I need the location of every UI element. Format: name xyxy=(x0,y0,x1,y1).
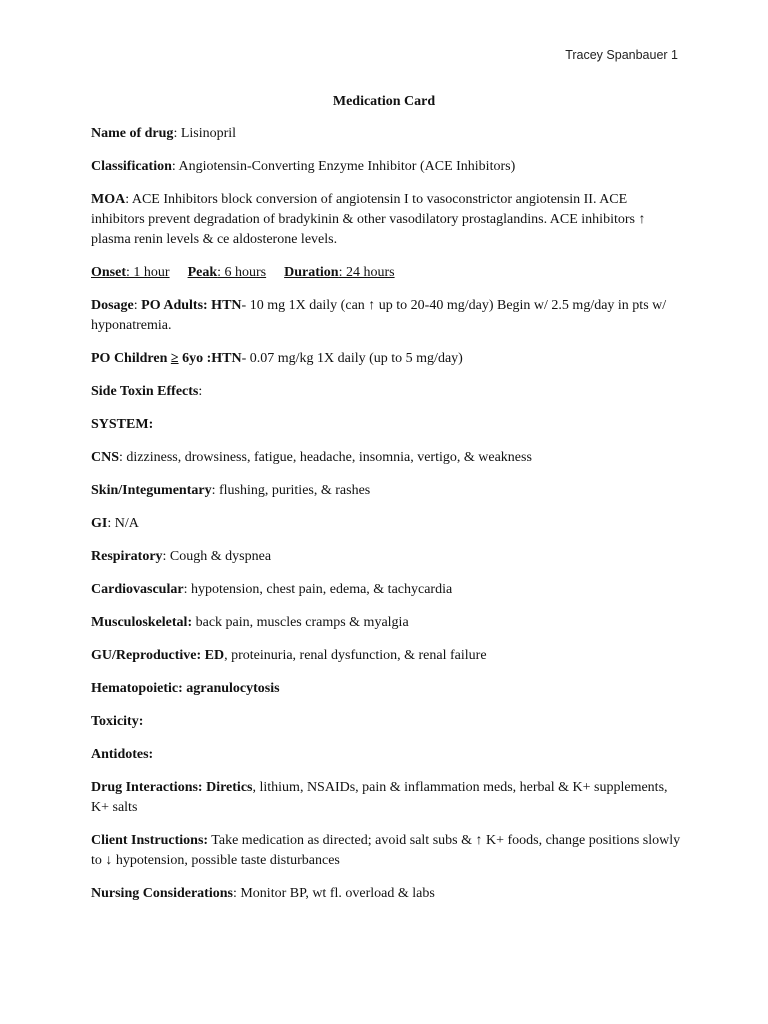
gi-label: GI xyxy=(91,516,108,531)
musculoskeletal-label: Musculoskeletal: xyxy=(91,615,193,630)
skin-value: : flushing, purities, & rashes xyxy=(211,483,371,498)
drug-interactions-label: Drug Interactions: Diretics xyxy=(91,780,253,795)
gu-value: , proteinuria, renal dysfunction, & renal failure xyxy=(224,648,487,663)
peak-value: : 6 hours xyxy=(217,265,267,280)
toxicity-label: Toxicity: xyxy=(91,714,144,729)
onset-line xyxy=(91,263,681,283)
classification-label: Classification xyxy=(91,159,172,174)
drug-interactions-value: , lithium, NSAIDs, pain & inflammation meds, herbal & K+ supplements, K+ salts xyxy=(91,780,668,815)
hematopoietic-label: Hematopoietic: agranulocytosis xyxy=(91,681,280,696)
cardiovascular-value: : hypotension, chest pain, edema, & tachycardia xyxy=(183,582,453,597)
hematopoietic-line xyxy=(91,679,681,699)
nursing-considerations-value: : Monitor BP, wt fl. overload & labs xyxy=(232,886,435,901)
nursing-considerations-line xyxy=(91,884,681,904)
children-label-age: 6yo :HTN xyxy=(178,351,242,366)
children-dosage-line xyxy=(91,349,681,369)
classification-line xyxy=(91,157,681,177)
client-instructions-paragraph xyxy=(91,831,681,871)
respiratory-line xyxy=(91,547,681,567)
cardiovascular-line xyxy=(91,580,681,600)
peak-label: Peak xyxy=(187,265,218,280)
children-label-ge: ≥ xyxy=(170,351,179,366)
side-effects-label: Side Toxin Effects xyxy=(91,384,199,399)
system-heading xyxy=(91,415,681,435)
children-label-prefix: PO Children xyxy=(91,351,171,366)
drug-name-label: Name of drug xyxy=(91,126,174,141)
dosage-route: PO Adults: HTN xyxy=(141,298,242,313)
gi-value: : N/A xyxy=(107,516,139,531)
client-instructions-label: Client Instructions: xyxy=(91,833,209,848)
skin-line xyxy=(91,481,681,501)
gu-line xyxy=(91,646,681,666)
dosage-label: Dosage xyxy=(91,298,134,313)
toxicity-line xyxy=(91,712,681,732)
cns-value: : dizziness, drowsiness, fatigue, headache, insomnia, vertigo, & weakness xyxy=(119,450,532,465)
onset-label: Onset xyxy=(91,265,126,280)
dosage-value: - 10 mg 1X daily (can ↑ up to 20-40 mg/day) Begin w/ 2.5 mg/day in pts w/ hyponatremia. xyxy=(91,298,667,333)
document-title: Medication Card xyxy=(332,94,436,109)
duration-value: : 24 hours xyxy=(338,265,395,280)
page-header: Tracey Spanbauer 1 xyxy=(565,48,678,62)
musculoskeletal-value: back pain, muscles cramps & myalgia xyxy=(192,615,409,630)
skin-label: Skin/Integumentary xyxy=(91,483,212,498)
drug-name-value: : Lisinopril xyxy=(173,126,237,141)
cardiovascular-label: Cardiovascular xyxy=(91,582,184,597)
gi-line xyxy=(91,514,681,534)
nursing-considerations-label: Nursing Considerations xyxy=(91,886,233,901)
respiratory-value: : Cough & dyspnea xyxy=(162,549,272,564)
drug-name-line xyxy=(91,124,681,144)
classification-value: : Angiotensin-Converting Enzyme Inhibitor (ACE Inhibitors) xyxy=(171,159,516,174)
respiratory-label: Respiratory xyxy=(91,549,163,564)
onset-value: : 1 hour xyxy=(126,265,170,280)
side-effects-line xyxy=(91,382,681,402)
gu-label: GU/Reproductive: ED xyxy=(91,648,225,663)
cns-label: CNS xyxy=(91,450,120,465)
moa-label: MOA xyxy=(91,192,126,207)
moa-value: : ACE Inhibitors block conversion of angiotensin I to vasoconstrictor angiotensin II. ACE inhibitors prevent degradation of bradykinin & other vasodilatory prostaglandins. ACE inhibitors ↑ plasma renin levels & ce aldosterone levels. xyxy=(91,192,646,247)
duration-label: Duration xyxy=(284,265,339,280)
dosage-paragraph xyxy=(91,296,681,336)
side-effects-value: : xyxy=(198,384,203,399)
dosage-colon: : xyxy=(133,298,142,313)
musculoskeletal-line xyxy=(91,613,681,633)
drug-interactions-paragraph xyxy=(91,778,681,818)
cns-line xyxy=(91,448,681,468)
antidotes-label: Antidotes: xyxy=(91,747,154,762)
document-body xyxy=(91,124,681,917)
moa-paragraph xyxy=(91,190,681,250)
client-instructions-value: Take medication as directed; avoid salt subs & ↑ K+ foods, change positions slowly to ↓ hypotension, possible taste disturbances xyxy=(91,833,681,868)
system-label: SYSTEM: xyxy=(91,417,154,432)
children-dosage-value: - 0.07 mg/kg 1X daily (up to 5 mg/day) xyxy=(241,351,463,366)
antidotes-line xyxy=(91,745,681,765)
